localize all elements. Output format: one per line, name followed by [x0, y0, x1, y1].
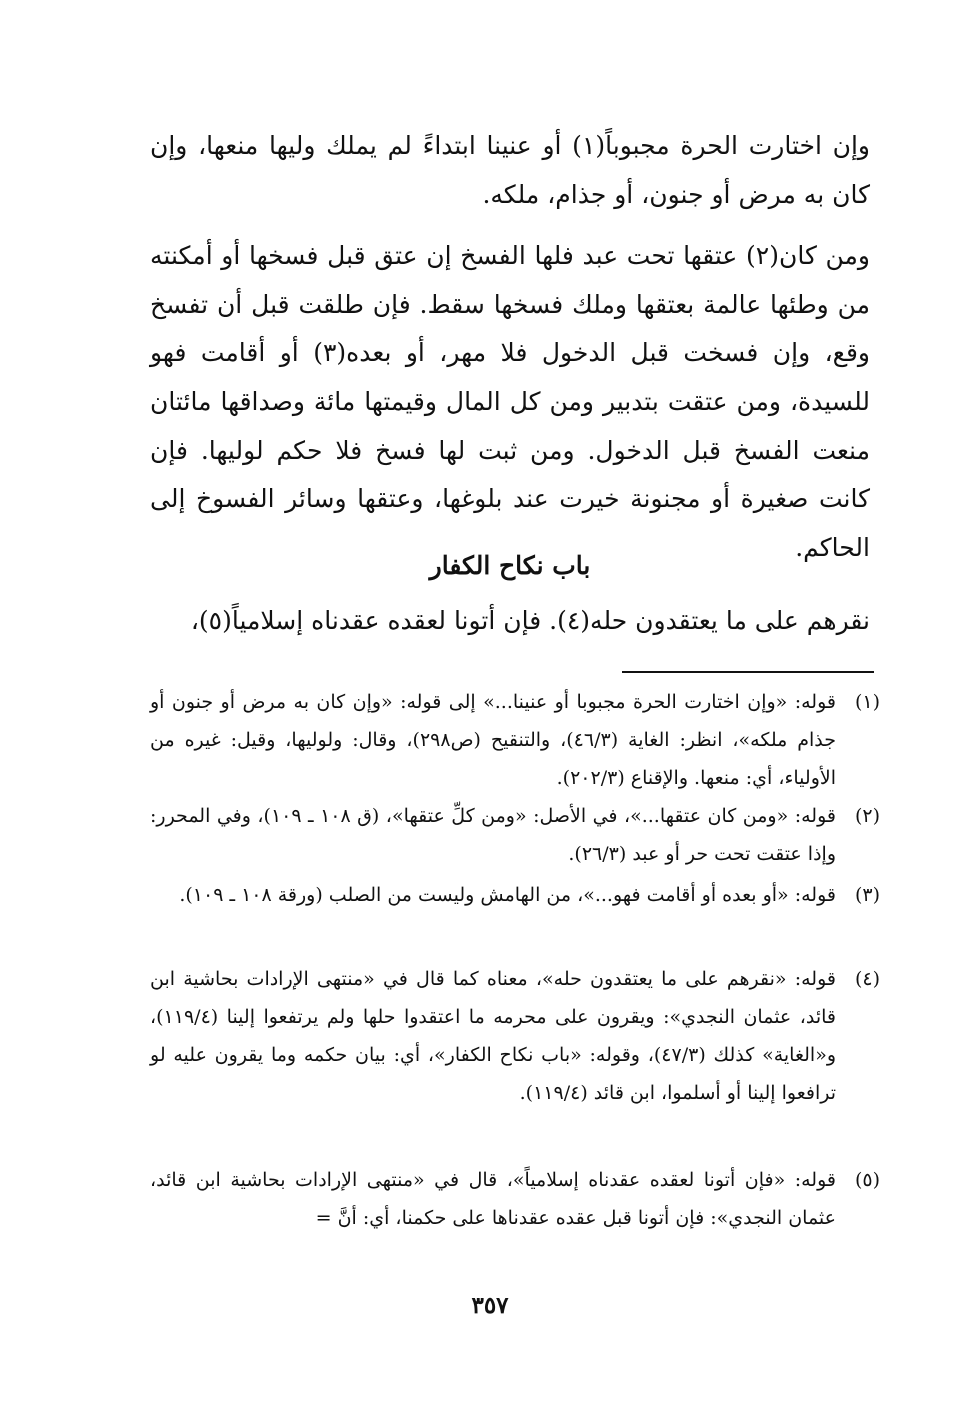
footnote-2 — [150, 797, 880, 873]
footnote-4 — [150, 960, 880, 1112]
section-heading: باب نكاح الكفار — [429, 551, 591, 580]
footnote-number: (٤) — [854, 968, 880, 990]
page-number: ٣٥٧ — [471, 1292, 509, 1319]
footnote-number: (٥) — [854, 1169, 880, 1191]
footnote-text: قوله: «أو بعده أو أقامت فهو...»، من الهامش وليست من الصلب (ورقة ١٠٨ ـ ١٠٩). — [179, 884, 836, 906]
paragraph-1: وإن اختارت الحرة مجبوباً(١) أو عنينا ابتداءً لم يملك وليها منعها، وإن كان به مرض أو جنون، أو جذام، ملكه. — [150, 131, 870, 209]
footnote-number: (١) — [854, 691, 880, 713]
footnote-text: قوله: «نقرهم على ما يعتقدون حله»، معناه كما قال في «منتهى الإرادات بحاشية ابن قائد، عثمان النجدي»: ويقرون على محرمه ما اعتقدوا حلها ولم يرتفعوا إلينا (١١٩/٤)، و«الغاية» كذلك (٤٧/٣)، وقوله: «باب نكاح الكفار»، أي: بيان حكمه وما يقرون عليه لو ترافعوا إلينا أو أسلموا، ابن قائد (١١٩/٤). — [150, 968, 837, 1104]
footnote-3 — [150, 876, 880, 914]
footnote-5 — [150, 1161, 880, 1237]
main-text-continued — [150, 597, 870, 645]
footnote-number: (٣) — [854, 884, 880, 906]
main-text — [150, 122, 870, 572]
paragraph-2: ومن كان(٢) عتقها تحت عبد فلها الفسخ إن عتق قبل فسخها أو أمكنته من وطئها عالمة بعتقها وملك فسخها سقط. فإن طلقت قبل أن تفسخ وقع، وإن فسخت قبل الدخول فلا مهر، أو بعده(٣) أو أقامت فهو للسيدة، ومن عتقت بتدبير ومن كل المال وقيمتها مائة وصداقها مائتان منعت الفسخ قبل الدخول. ومن ثبت لها فسخ فلا حكم لوليها. فإن كانت صغيرة أو مجنونة خيرت عند بلوغها، وعتقها وسائر الفسوخ إلى الحاكم. — [150, 241, 871, 562]
footnote-text: قوله: «وإن اختارت الحرة مجبوبا أو عنينا...» إلى قوله: «وإن كان به مرض أو جنون أو جذام ملكه»، انظر: الغاية (٤٦/٣)، والتنقيح (ص٢٩٨)، وقال: ولوليها، وقيل: غيره من الأولياء، أي: منعها. والإقناع (٢٠٢/٣). — [150, 691, 836, 789]
footnote-text: قوله: «فإن أتونا لعقده عقدناه إسلامياً»، قال في «منتهى الإرادات بحاشية ابن قائد، عثمان النجدي»: فإن أتونا قبل عقده عقدناها على حكمنا، أي: أنَّ = — [150, 1169, 836, 1229]
footnote-number: (٢) — [854, 805, 880, 827]
paragraph-3: نقرهم على ما يعتقدون حله(٤). فإن أتونا لعقده عقدناه إسلامياً(٥)، — [190, 606, 870, 635]
footnote-text: قوله: «ومن كان عتقها...»، في الأصل: «ومن كلِّ عتقها»، (ق ١٠٨ ـ ١٠٩)، وفي المحرر: وإذا عتقت تحت حر أو عبد (٢٦/٣). — [150, 805, 836, 865]
footnote-1 — [150, 683, 880, 797]
footnote-divider — [622, 671, 874, 673]
